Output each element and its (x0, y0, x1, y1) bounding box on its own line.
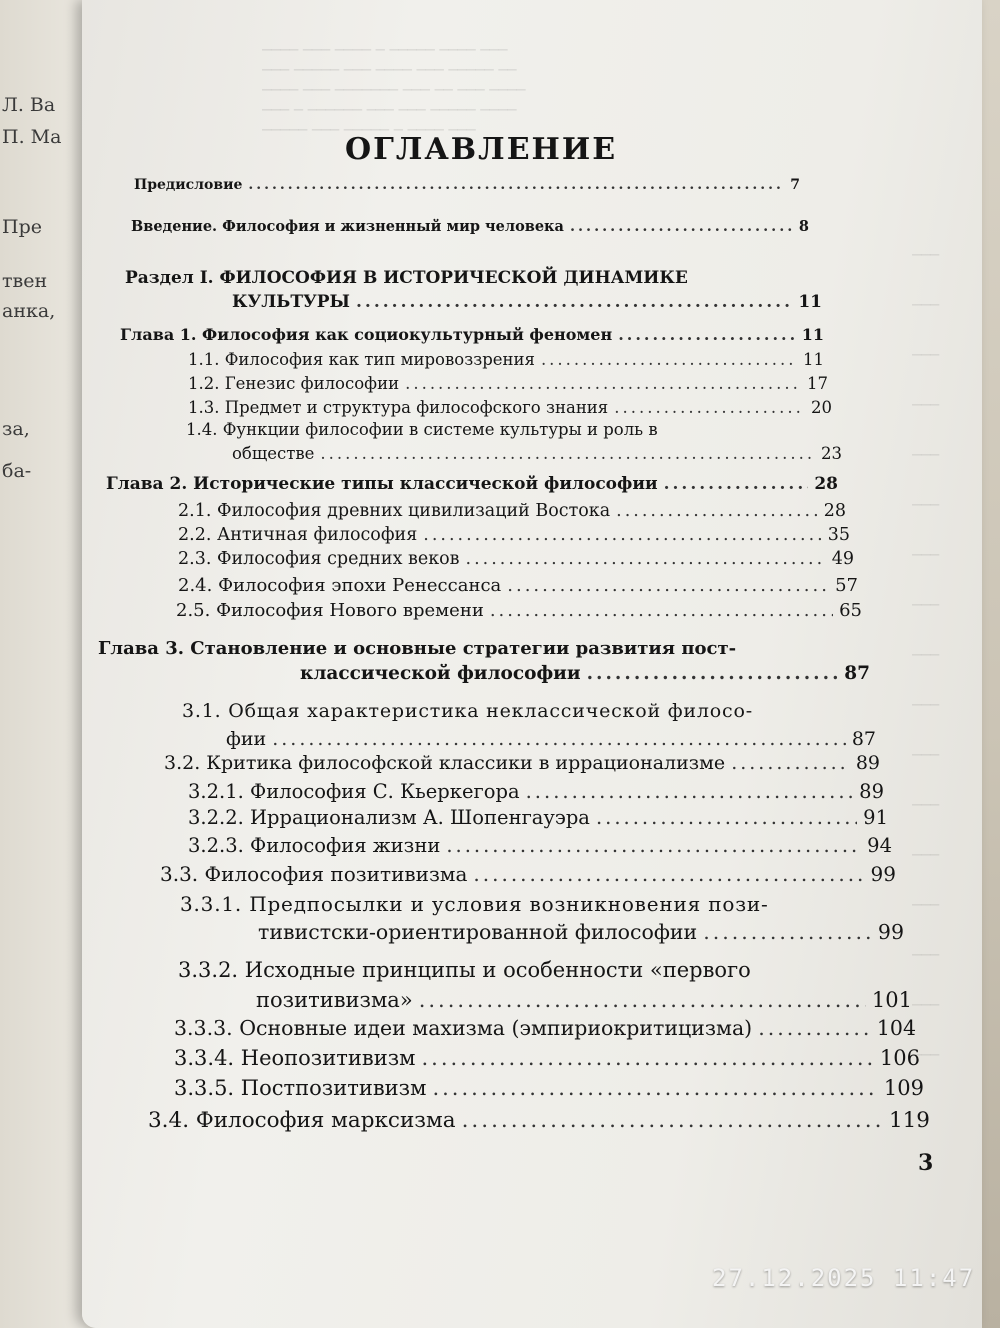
toc-entry (226, 728, 876, 750)
toc-leader-dots (462, 1108, 883, 1133)
toc-page-number: 89 (855, 752, 880, 774)
toc-entry (300, 663, 870, 684)
toc-page-number: 94 (867, 834, 892, 857)
toc-page-number: 89 (859, 780, 884, 803)
toc-entry (188, 780, 884, 803)
toc-entry (174, 1076, 924, 1100)
toc-page-number: 109 (883, 1076, 924, 1100)
toc-entry (232, 292, 822, 312)
toc-entry-text: Введение. Философия и жизненный мир человека (131, 218, 564, 235)
toc-entry-text: тивистски-ориентированной философии (258, 920, 698, 944)
toc-leader-dots (356, 292, 792, 312)
toc-entry-text: 3.2.1. Философия С. Кьеркегора (188, 780, 520, 803)
toc-entry (134, 177, 800, 193)
toc-page-number: 11 (801, 325, 824, 344)
toc-entry (188, 350, 824, 369)
toc-leader-dots (421, 1046, 873, 1070)
toc-leader-dots (507, 575, 829, 596)
toc-entry-text: фии (226, 728, 267, 750)
toc-leader-dots (616, 501, 818, 521)
toc-page-number: 65 (839, 600, 862, 621)
toc-page-number: 87 (844, 663, 870, 684)
toc-entry-text: Предисловие (134, 177, 243, 193)
toc-entry-text: 3.2. Критика философской классики в иррационализме (164, 752, 726, 774)
photo-timestamp: 27.12.2025 11:47 (712, 1264, 976, 1292)
left-page-fragment: за, (2, 418, 30, 440)
toc-entry-text: 3.1. Общая характеристика неклассической филосо- (182, 700, 753, 722)
toc-page-number: 91 (863, 806, 888, 829)
toc-entry (160, 862, 896, 886)
toc-entry-text: 2.2. Античная философия (178, 525, 418, 545)
toc-page-number: 49 (831, 549, 854, 569)
toc-page-number: 7 (790, 177, 800, 193)
toc-leader-dots (664, 474, 809, 494)
toc-entry-text: 3.3.1. Предпосылки и условия возникновения пози- (180, 892, 769, 916)
toc-leader-dots (446, 834, 861, 857)
toc-leader-dots (466, 549, 826, 569)
toc-page-number: 99 (877, 920, 904, 944)
toc-entry (188, 398, 832, 417)
toc-entry (176, 600, 862, 621)
toc-page-number: 106 (879, 1046, 920, 1070)
toc-leader-dots (248, 177, 784, 193)
toc-leader-dots (405, 374, 801, 393)
toc-entry-text: 1.3. Предмет и структура философского знания (188, 398, 609, 417)
toc-entry (188, 374, 828, 393)
toc-entry-text: 2.4. Философия эпохи Ренессанса (178, 575, 502, 596)
toc-entry-text: 3.2.2. Иррационализм А. Шопенгауэра (188, 806, 590, 829)
toc-entry (258, 920, 904, 944)
toc-entry-text: 1.1. Философия как тип мировоззрения (188, 350, 535, 369)
show-through-text: ──── ─── ──── ─ ───── ──── ─── ─── ───── ─── ──── ─── ───── ── ──── ─── ─────── ─── ── ─── ──── ─── ─ ────── ─── ─── ───── ──── ───── ─── ───── ─ ──── ─── (262, 41, 526, 139)
toc-entry (131, 218, 809, 235)
toc-entry-text: Глава 2. Исторические типы классической философии (106, 474, 658, 494)
toc-entry-text: позитивизма» (256, 988, 413, 1012)
toc-entry (178, 525, 850, 545)
toc-entry-text: 3.3.2. Исходные принципы и особенности «первого (178, 958, 751, 982)
toc-entry (256, 988, 912, 1012)
toc-leader-dots (587, 663, 839, 684)
toc-entry-text: 1.4. Функции философии в системе культуры и роль в (186, 420, 658, 439)
toc-page-number: 11 (803, 350, 824, 369)
toc-leader-dots (570, 218, 793, 235)
toc-leader-dots (419, 988, 866, 1012)
page-number: 3 (918, 1150, 934, 1176)
toc-page-number: 35 (827, 525, 850, 545)
toc-entry (178, 501, 846, 521)
toc-entry (178, 575, 858, 596)
left-page-fragment: П. Ма (2, 126, 62, 148)
toc-leader-dots (614, 398, 805, 417)
left-page-fragment: анка, (2, 300, 56, 322)
toc-entry-text: 1.2. Генезис философии (188, 374, 400, 393)
toc-entry-text: КУЛЬТУРЫ (232, 292, 350, 312)
toc-entry (232, 444, 842, 463)
toc-page-number: 99 (870, 862, 896, 886)
toc-entry-text: обществе (232, 444, 315, 463)
toc-entry-text: 3.3.4. Неопозитивизм (174, 1046, 416, 1070)
toc-entry-text: классической философии (300, 663, 581, 684)
left-page-fragment: Пре (2, 216, 42, 238)
toc-page-number: 20 (811, 398, 832, 417)
toc-entry (174, 1016, 916, 1040)
toc-entry-text: 2.1. Философия древних цивилизаций Востока (178, 501, 611, 521)
toc-title: ОГЛАВЛЕНИЕ (345, 132, 618, 167)
toc-entry-text: 3.3.3. Основные идеи махизма (эмпириокритицизма) (174, 1016, 753, 1040)
toc-entry-text: 3.3. Философия позитивизма (160, 862, 468, 886)
toc-entry-text: 3.2.3. Философия жизни (188, 834, 441, 857)
toc-entry (148, 1108, 930, 1133)
toc-page-number: 119 (888, 1108, 930, 1133)
toc-leader-dots (320, 444, 815, 463)
toc-entry-text: Глава 1. Философия как социокультурный феномен (120, 325, 613, 344)
toc-page-number: 87 (851, 728, 876, 750)
toc-leader-dots (618, 325, 796, 344)
toc-leader-dots (526, 780, 854, 803)
toc-entry (164, 752, 880, 774)
toc-leader-dots (423, 525, 821, 545)
toc-entry (178, 549, 854, 569)
toc-page-number: 104 (876, 1016, 916, 1040)
toc-leader-dots (272, 728, 846, 750)
toc-page-number: 11 (798, 292, 822, 312)
toc-page-number: 17 (807, 374, 828, 393)
toc-leader-dots (703, 920, 872, 944)
toc-leader-dots (473, 862, 864, 886)
toc-entry (188, 806, 888, 829)
toc-leader-dots (541, 350, 797, 369)
toc-entry (106, 474, 838, 494)
toc-entry-text: 3.4. Философия марксизма (148, 1108, 456, 1133)
toc-page-number: 57 (835, 575, 858, 596)
toc-page-number: 28 (823, 501, 846, 521)
toc-leader-dots (596, 806, 857, 829)
toc-leader-dots (758, 1016, 871, 1040)
show-through-numbers: ─── ─── ─── ─── ─── ─── ─── ─── ─── ─── ─── ─── ─── ─── ─── ─── ─── (912, 246, 940, 1064)
toc-leader-dots (490, 600, 833, 621)
toc-entry-text: Глава 3. Становление и основные стратегии развития пост- (98, 638, 737, 659)
toc-entry-text: 2.3. Философия средних веков (178, 549, 460, 569)
toc-page-number: 23 (821, 444, 842, 463)
toc-page-number: 101 (871, 988, 912, 1012)
left-page-fragment: ба- (2, 460, 32, 482)
toc-page-number: 28 (814, 474, 838, 494)
toc-page-number: 8 (798, 218, 809, 235)
toc-entry (120, 325, 824, 344)
toc-entry (174, 1046, 920, 1070)
left-page-fragment: твен (2, 270, 48, 292)
toc-entry (188, 834, 892, 857)
left-page-fragment: Л. Ва (2, 94, 56, 116)
toc-section-heading: Раздел I. ФИЛОСОФИЯ В ИСТОРИЧЕСКОЙ ДИНАМИКЕ (125, 268, 688, 288)
toc-entry-text: 3.3.5. Постпозитивизм (174, 1076, 427, 1100)
toc-entry-text: 2.5. Философия Нового времени (176, 600, 484, 621)
toc-leader-dots (432, 1076, 877, 1100)
toc-leader-dots (731, 752, 850, 774)
